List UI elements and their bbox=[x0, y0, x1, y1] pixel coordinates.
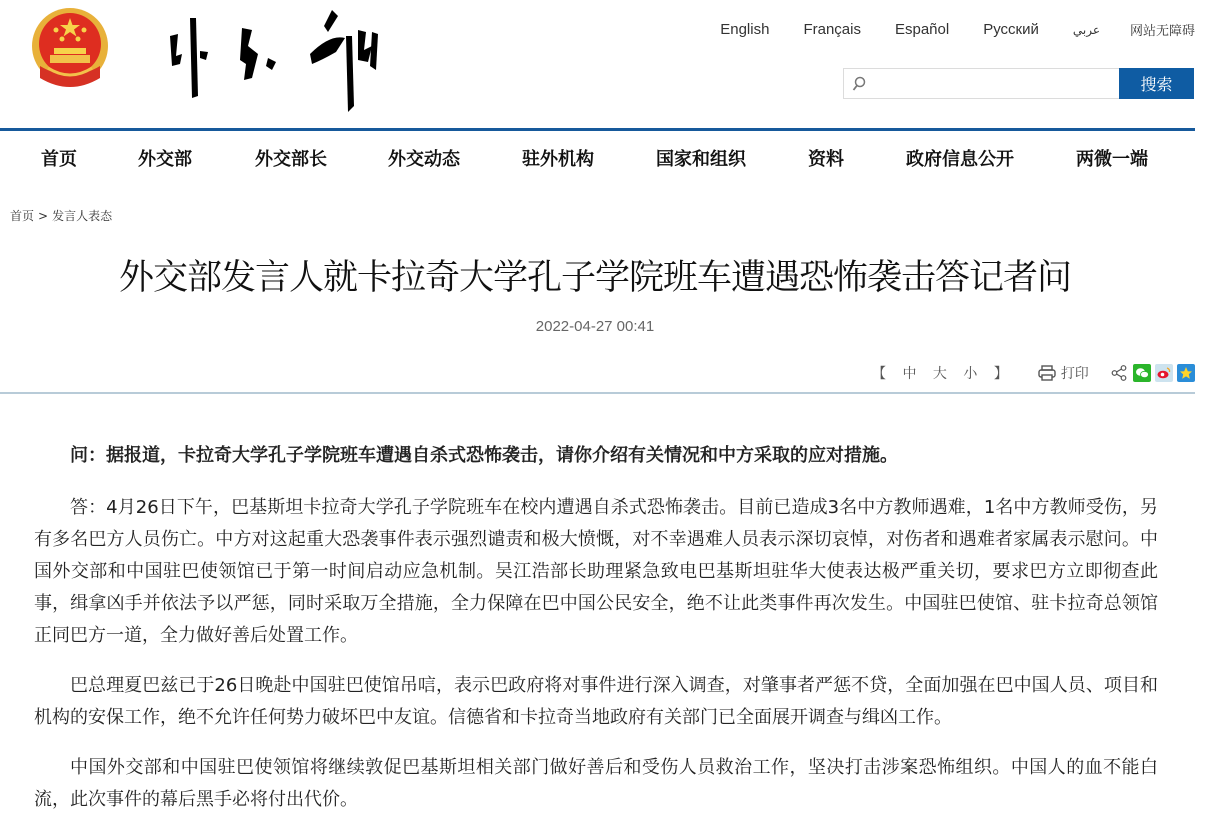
nav-item-gov-info[interactable]: 政府信息公开 bbox=[906, 149, 1014, 170]
font-size-small-button[interactable]: 小 bbox=[963, 366, 978, 382]
answer-paragraph: 答：4月26日下午，巴基斯坦卡拉奇大学孔子学院班车在校内遭遇自杀式恐怖袭击。目前已造成3名中方教师遇难，1名中方教师受伤，另有多名巴方人员伤亡。中方对这起重大恐袭事件表示强烈谴责和极大愤慨，对不幸遇难人员表示深切哀悼，对伤者和遇难者家属表示慰问。中国外交部和中国驻巴使领馆已于第一时间启动应急机制。吴江浩部长助理紧急致电巴基斯坦驻华大使表达极严重关切，要求巴方立即彻查此事，缉拿凶手并依法予以严惩，同时采取万全措施，全力保障在巴中国公民安全，绝不让此类事件再次发生。中国驻巴使馆、驻卡拉奇总领馆正同巴方一道，全力做好善后处置工作。 bbox=[34, 497, 1158, 646]
article-body bbox=[34, 440, 1158, 831]
print-label: 打印 bbox=[1060, 366, 1089, 382]
wechat-icon[interactable] bbox=[1133, 364, 1151, 382]
article-paragraph: 中国外交部和中国驻巴使领馆将继续敦促巴基斯坦相关部门做好善后和受伤人员救治工作，坚决打击涉案恐怖组织。中国人的血不能白流，此次事件的幕后黑手必将付出代价。 bbox=[34, 757, 1158, 810]
weibo-icon[interactable] bbox=[1155, 364, 1173, 382]
question-paragraph: 问：据报道，卡拉奇大学孔子学院班车遭遇自杀式恐怖袭击，请你介绍有关情况和中方采取的应对措施。 bbox=[70, 445, 898, 466]
accessibility-link[interactable]: 网站无障碍 bbox=[1129, 24, 1195, 39]
search-button[interactable]: 搜索 bbox=[1119, 68, 1194, 99]
national-emblem-logo[interactable] bbox=[28, 6, 112, 94]
nav-item-missions-overseas[interactable]: 驻外机构 bbox=[522, 149, 594, 170]
nav-item-minister[interactable]: 外交部长 bbox=[255, 149, 327, 170]
nav-item-resources[interactable]: 资料 bbox=[808, 149, 844, 170]
header-separator bbox=[0, 392, 1195, 394]
site-header bbox=[0, 0, 1207, 128]
bracket-open: 【 bbox=[872, 366, 886, 382]
search-field-wrapper bbox=[843, 68, 1119, 99]
nav-item-diplomatic-news[interactable]: 外交动态 bbox=[388, 149, 460, 170]
search-bar bbox=[843, 68, 1194, 99]
lang-english-link[interactable]: English bbox=[720, 21, 770, 38]
share-icon[interactable] bbox=[1111, 365, 1127, 381]
article-paragraph: 巴总理夏巴兹已于26日晚赴中国驻巴使馆吊唁，表示巴政府将对事件进行深入调查，对肇事者严惩不贷，全面加强在巴中国人员、项目和机构的安保工作，绝不允许任何势力破坏巴中友谊。信德省和卡拉奇当地政府有关部门已全面展开调查与缉凶工作。 bbox=[34, 675, 1158, 728]
lang-french-link[interactable]: Français bbox=[803, 21, 861, 38]
breadcrumb bbox=[10, 207, 112, 224]
nav-item-countries-orgs[interactable]: 国家和组织 bbox=[656, 149, 746, 170]
share-bar bbox=[1111, 364, 1195, 382]
qzone-icon[interactable] bbox=[1177, 364, 1195, 382]
font-size-selector bbox=[866, 363, 1014, 383]
article-tools bbox=[866, 363, 1195, 383]
article-title: 外交部发言人就卡拉奇大学孔子学院班车遭遇恐怖袭击答记者问 bbox=[118, 258, 1071, 298]
lang-russian-link[interactable]: Русский bbox=[983, 21, 1039, 38]
font-size-large-button[interactable]: 大 bbox=[932, 366, 947, 382]
search-input[interactable] bbox=[866, 70, 1119, 98]
bracket-close: 】 bbox=[993, 366, 1008, 382]
nav-item-ministry[interactable]: 外交部 bbox=[138, 149, 192, 170]
breadcrumb-home-link[interactable]: 首页 bbox=[10, 209, 35, 223]
nav-item-social-media[interactable]: 两微一端 bbox=[1076, 149, 1148, 170]
search-icon bbox=[852, 76, 866, 92]
lang-arabic-link[interactable]: عربي bbox=[1072, 22, 1100, 37]
main-nav bbox=[0, 131, 1207, 183]
language-bar bbox=[720, 20, 1195, 39]
print-button[interactable] bbox=[1038, 363, 1089, 383]
printer-icon bbox=[1038, 365, 1056, 381]
ministry-calligraphy-logo[interactable] bbox=[160, 6, 385, 118]
font-size-medium-button[interactable]: 中 bbox=[902, 366, 917, 382]
nav-item-home[interactable]: 首页 bbox=[41, 149, 77, 170]
breadcrumb-separator: > bbox=[38, 209, 49, 223]
article-date: 2022-04-27 00:41 bbox=[535, 318, 655, 335]
breadcrumb-current-link[interactable]: 发言人表态 bbox=[52, 209, 113, 223]
lang-spanish-link[interactable]: Español bbox=[894, 21, 950, 38]
